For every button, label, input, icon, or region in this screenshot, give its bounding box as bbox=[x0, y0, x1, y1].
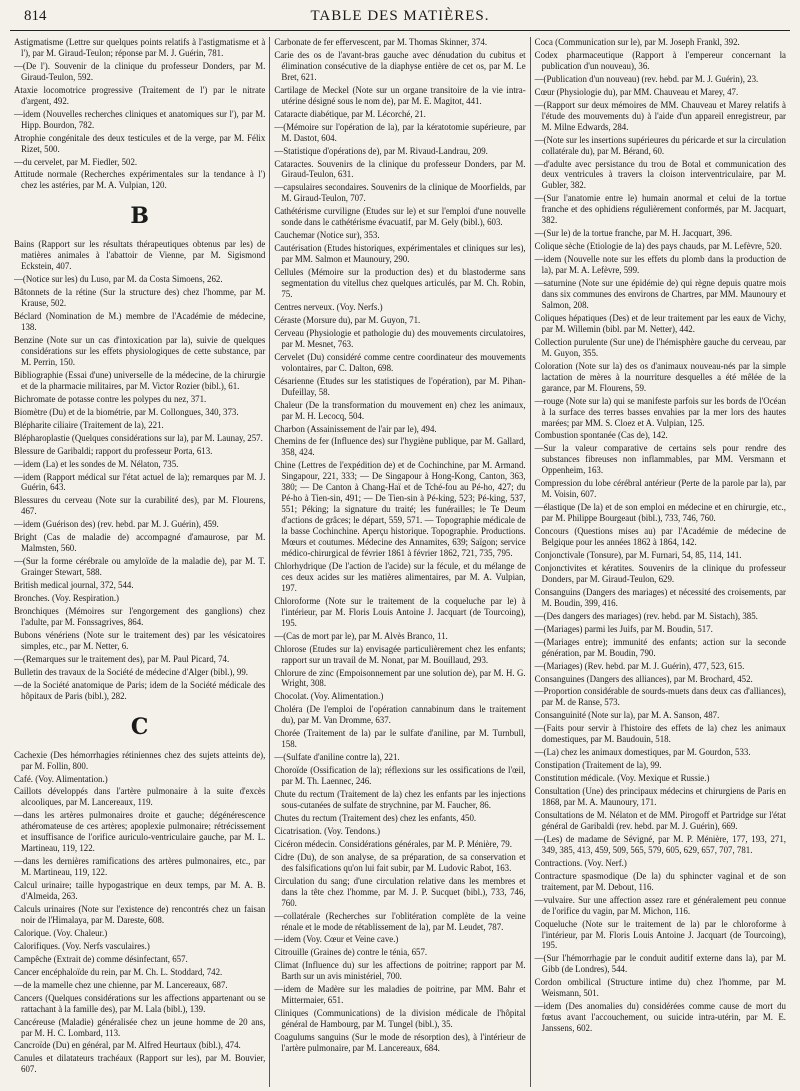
index-entry: Cartilage de Meckel (Note sur un organe transitoire de la vie intra-utérine désigné sous le nom de), par M. E. Magitot, 441. bbox=[274, 84, 526, 106]
section-b-entries bbox=[14, 239, 265, 701]
page-number: 814 bbox=[24, 8, 47, 24]
index-entry: —(Sur le) de la tortue franche, par M. H. Jacquart, 396. bbox=[534, 228, 733, 239]
index-entry: Contractions. (Voy. Nerf.) bbox=[534, 857, 627, 868]
index-entry: Bibliographie (Essai d'une) universelle de la médecine, de la chirurgie et de la pharmacie militaires, par M. Victor Rozier (bibl.), 61. bbox=[14, 369, 266, 391]
index-entry: Campêche (Extrait de) comme désinfectant, 657. bbox=[14, 953, 188, 964]
index-columns bbox=[10, 37, 790, 1087]
index-entry: Coagulums sanguins (Sur le mode de résorption des), à l'intérieur de l'artère pulmonaire, par M. Lancereaux, 684. bbox=[274, 1032, 526, 1054]
index-entry: Chlorure de zinc (Empoisonnement par une solution de), par M. H. G. Wright, 308. bbox=[274, 667, 526, 689]
index-entry: —(Note sur les insertions supérieures du péricarde et sur la circulation collatérale du), par M. Bérand, 60. bbox=[534, 134, 786, 156]
index-entry: Constitution médicale. (Voy. Mexique et Russie.) bbox=[534, 773, 710, 784]
index-entry: Chloroforme (Note sur le traitement de la coqueluche par le) à l'intérieur, par M. Floris Louis Antoine J. Jacquart (de Tourcoing), 195. bbox=[274, 595, 526, 628]
index-entry: —d'adulte avec persistance du trou de Botal et communication des deux ventricules à travers la cloison interventriculaire, par M. Gubler, 382. bbox=[534, 158, 786, 191]
index-entry: —(Sur la forme cérébrale ou amyloïde de la maladie de), par M. T. Grainger Stewart, 588. bbox=[14, 556, 266, 578]
index-entry: —idem (Voy. Cœur et Veine cave.) bbox=[274, 934, 399, 945]
section-a-entries bbox=[14, 37, 265, 191]
index-entry: Chine (Lettres de l'expédition de) et de Cochinchine, par M. Armand. Singapour, 221, 333; — De Singapour à Hong-Kong, Canton, 363, 380; — De Canton à Chang-Haï et de Tché-fou au Pé-ho, 427; du Pé-ho à Tien-sin, 491; — De Tien-sin à Pé-king, 523; Pé-king, 537, 551; Péking; la signature du traité; les funérailles; le Te Deum d'actions de grâces; le départ, 559, 571. — Topographie médicale de la basse Cochinchine. Aperçu historique. Topographie. Productions. Mœurs et coutumes. Médecine des Annamites, 639; Saïgon; service médico-chirurgical de février 1861 à février 1862, 721, 735, 795. bbox=[274, 460, 526, 558]
index-entry: —(Des dangers des mariages) (rev. hebd. par M. Sistach), 385. bbox=[534, 610, 758, 621]
index-entry: Cicéron médecin. Considérations générales, par M. P. Ménière, 79. bbox=[274, 838, 512, 849]
index-entry: Ataxie locomotrice progressive (Traitement de l') par le nitrate d'argent, 492. bbox=[14, 84, 266, 106]
index-column-3 bbox=[530, 37, 790, 1087]
index-entry: Cliniques (Communications) de la division médicale de l'hôpital général de Hambourg, par M. Tungel (bibl.), 35. bbox=[274, 1008, 526, 1030]
index-entry: Coliques hépatiques (Des) et de leur traitement par les eaux de Vichy, par M. Willemin (bibl. par M. Netter), 442. bbox=[534, 312, 786, 334]
index-entry: Bains (Rapport sur les résultats thérapeutiques obtenus par les) de matières animales à l'abattoir de Vienne, par M. Sigismond Eckstein, 407. bbox=[14, 239, 266, 272]
index-entry: Benzine (Note sur un cas d'intoxication par la), suivie de quelques considérations sur les effets physiologiques de cette substance, par M. Perrin, 150. bbox=[14, 335, 266, 367]
index-entry: —(Sulfate d'aniline contre la), 221. bbox=[274, 752, 400, 763]
index-entry: Cathétérisme curviligne (Etudes sur le) et sur l'emploi d'une nouvelle sonde dans le cathétérisme évacuatif, par M. Gely (bibl.), 603. bbox=[274, 206, 526, 228]
index-entry: Bâtonnets de la rétine (Sur la structure des) chez l'homme, par M. Krause, 502. bbox=[14, 287, 266, 309]
index-entry: Cancer encéphaloïde du rein, par M. Ch. L. Stoddard, 742. bbox=[14, 966, 223, 977]
index-entry: Cidre (Du), de son analyse, de sa préparation, de sa conservation et des falsifications qu'on lui fait subir, par M. Ludovic Rabot, 163. bbox=[274, 851, 526, 873]
index-entry: Carie des os de l'avant-bras gauche avec dénudation du cubitus et élimination consécutive de la diaphyse entière de cet os, par M. Le Bret, 621. bbox=[274, 49, 526, 82]
index-entry: Béclard (Nomination de M.) membre de l'Académie de médecine, 138. bbox=[14, 311, 266, 333]
index-entry: Citrouille (Graines de) contre le ténia, 657. bbox=[274, 947, 428, 958]
index-entry: —Sur la valeur comparative de certains sels pour rendre des substances fibreuses non inflammables, par MM. Versmann et Oppenheim, 163. bbox=[534, 443, 786, 476]
index-entry: Contracture spasmodique (De la) du sphincter vaginal et de son traitement, par M. Debout, 116. bbox=[534, 870, 786, 892]
index-entry: —Statistique d'opérations de), par M. Rivaud-Landrau, 209. bbox=[274, 145, 488, 156]
index-entry: Bronches. (Voy. Respiration.) bbox=[14, 593, 120, 604]
index-entry: —(Sur l'anatomie entre le) humain anormal et celui de la tortue franche et des ophidiens régulièrement conformés, par M. Jacquart, 382. bbox=[534, 193, 786, 226]
index-entry: Consanguinité (Note sur la), par M. A. Sanson, 487. bbox=[534, 710, 720, 721]
index-entry: Cataracte diabétique, par M. Lécorché, 21. bbox=[274, 108, 426, 119]
index-entry: Caillots développés dans l'artère pulmonaire à la suite d'excès alcooliques, par M. Lancereaux, 119. bbox=[14, 786, 266, 808]
index-entry: —de la Société anatomique de Paris; idem de la Société médicale des hôpitaux de Paris (bibl.), 282. bbox=[14, 679, 266, 701]
index-column-2 bbox=[269, 37, 529, 1087]
index-entry: Chlorose (Etudes sur la) envisagée particulièrement chez les enfants; rapport sur un travail de M. Nonat, par M. Bouillaud, 293. bbox=[274, 643, 526, 665]
index-entry: Compression du lobe cérébral antérieur (Perte de la parole par la), par M. Voisin, 607. bbox=[534, 478, 786, 500]
index-entry: Chutes du rectum (Traitement des) chez les enfants, 450. bbox=[274, 812, 477, 823]
index-entry: —(De l'). Souvenir de la clinique du professeur Donders, par M. Giraud-Teulon, 592. bbox=[14, 60, 266, 82]
index-entry: Blessure de Garibaldi; rapport du professeur Porta, 613. bbox=[14, 445, 213, 456]
index-entry: —(Notice sur les) du Luso, par M. da Costa Simoens, 262. bbox=[14, 274, 223, 285]
index-entry: Codex pharmaceutique (Rapport à l'empereur concernant la publication d'un nouveau), 36. bbox=[534, 49, 786, 71]
index-entry: Blépharite ciliaire (Traitement de la), 221. bbox=[14, 419, 164, 430]
index-entry: Conjonctivites et kératites. Souvenirs de la clinique du professeur Donders, par M. Giraud-Teulon, 629. bbox=[534, 562, 786, 584]
index-entry: Consanguines (Dangers des alliances), par M. Brochard, 452. bbox=[534, 673, 753, 684]
index-entry: Circulation du sang; d'une circulation relative dans les membres et dans la tête chez l'homme, par M. J. P. Sucquet (bibl.), 733, 746, 760. bbox=[274, 875, 526, 908]
index-entry: —(Publication d'un nouveau) (rev. hebd. par M. J. Guérin), 23. bbox=[534, 73, 759, 84]
index-entry: Astigmatisme (Lettre sur quelques points relatifs à l'astigmatisme et à l'), par M. Giraud-Teulon; réponse par M. J. Guérin, 781. bbox=[14, 37, 266, 58]
index-entry: —(Sur l'hémorrhagie par le conduit auditif externe dans la), par M. Gibb (de Londres), 544. bbox=[534, 953, 786, 975]
index-entry: Consultations de M. Nélaton et de MM. Pirogoff et Partridge sur l'état général de Garibaldi (rev. hebd. par M. J. Guérin), 669. bbox=[534, 810, 786, 831]
index-entry: Calcul urinaire; taille hypogastrique en deux temps, par M. A. B. d'Almeida, 263. bbox=[14, 880, 266, 902]
index-entry: Bronchiques (Mémoires sur l'engorgement des ganglions) chez l'adulte, par M. Fonssagrives, 864. bbox=[14, 605, 266, 627]
index-entry: Coca (Communication sur le), par M. Joseph Frankl, 392. bbox=[534, 37, 740, 47]
index-entry: —(Les) de madame de Sévigné, par M. P. Ménière, 177, 193, 271, 349, 385, 413, 459, 509, 565, 579, 605, 629, 657, 707, 781. bbox=[534, 833, 786, 855]
section-letter-b: B bbox=[130, 203, 149, 230]
index-entry: Carbonate de fer effervescent, par M. Thomas Skinner, 374. bbox=[274, 37, 488, 47]
index-entry: —capsulaires secondaires. Souvenirs de la clinique de Moorfields, par M. Giraud-Teulon, 707. bbox=[274, 182, 526, 204]
index-entry: Calorifiques. (Voy. Nerfs vasculaires.) bbox=[14, 940, 150, 951]
index-entry: Atrophie congénitale des deux testicules et de la verge, par M. Félix Rizet, 500. bbox=[14, 132, 266, 154]
index-entry: —idem (Rapport médical sur l'état actuel de la); remarques par M. J. Guérin, 643. bbox=[14, 471, 266, 493]
index-entry: Blépharoplastie (Quelques considérations sur la), par M. Launay, 257. bbox=[14, 432, 263, 443]
index-entry: Consanguins (Dangers des mariages) et nécessité des croisements, par M. Boudin, 399, 416. bbox=[534, 586, 786, 608]
index-entry: Blessures du cerveau (Note sur la curabilité des), par M. Flourens, 467. bbox=[14, 495, 266, 517]
index-entry: Collection purulente (Sur une) de l'hémisphère gauche du cerveau, par M. Guyon, 355. bbox=[534, 336, 786, 358]
index-entry: —rouge (Note sur la) qui se manifeste parfois sur les bords de l'Océan à la surface des terres basses envahies par la mer lors des hautes marées; par MM. S. Cloez et A. Vulpian, 125. bbox=[534, 395, 786, 428]
index-entry: Chocolat. (Voy. Alimentation.) bbox=[274, 691, 384, 702]
index-entry: —collatérale (Recherches sur l'oblitération complète de la veine rénale et le mode de rétablissement de la), par M. Leudet, 787. bbox=[274, 910, 526, 932]
index-entry: Cordon ombilical (Structure intime du) chez l'homme, par M. Weismann, 501. bbox=[534, 977, 786, 999]
index-entry: Calorique. (Voy. Chaleur.) bbox=[14, 927, 108, 938]
index-entry: —Proportion considérable de sourds-muets dans deux cas d'alliances), par M. de Ranse, 573. bbox=[534, 686, 786, 708]
index-entry: Bubons vénériens (Note sur le traitement des) par les vésicatoires simples, etc., par M. Netter, 6. bbox=[14, 629, 266, 651]
index-entry: Chlorhydrique (De l'action de l'acide) sur la fécule, et du mélange de ces deux acides sur les matières alimentaires, par M. A. Vulpian, 197. bbox=[274, 560, 526, 593]
index-entry: Chute du rectum (Traitement de la) chez les enfants par les injections sous-cutanées de sulfate de strychnine, par M. Faucher, 86. bbox=[274, 789, 526, 810]
index-entry: Cerveau (Physiologie et pathologie du) des mouvements circulatoires, par M. Mesnet, 763. bbox=[274, 327, 526, 349]
index-entry: Cancroïde (Du) en général, par M. Alfred Heurtaux (bibl.), 474. bbox=[14, 1040, 241, 1051]
index-entry: —saturnine (Note sur une épidémie de) qui règne depuis quatre mois dans six communes des environs de Chartres, par MM. Maunoury et Salmon, 208. bbox=[534, 278, 786, 310]
index-entry: Climat (Influence du) sur les affections de poitrine; rapport par M. Barth sur un avis ministériel, 700. bbox=[274, 960, 526, 982]
index-entry: Choléra (De l'emploi de l'opération cannabinum dans le traitement du), par M. Van Dromme, 637. bbox=[274, 704, 526, 726]
index-entry: Colique sèche (Etiologie de la) des pays chauds, par M. Lefèvre, 520. bbox=[534, 241, 782, 252]
index-entry: Cœur (Physiologie du), par MM. Chauveau et Marey, 47. bbox=[534, 86, 739, 97]
running-title: TABLE DES MATIÈRES. bbox=[310, 8, 490, 24]
index-entry: —dans les dernières ramifications des artères pulmonaires, etc., par M. Martineau, 119, 122. bbox=[14, 856, 266, 878]
index-entry: Chorée (Traitement de la) par le sulfate d'aniline, par M. Turnbull, 158. bbox=[274, 728, 526, 750]
index-entry: —élastique (De la) et de son emploi en médecine et en chirurgie, etc., par M. Philippe Bourgeaut (bibl.), 733, 746, 760. bbox=[534, 502, 786, 524]
index-entry: Attitude normale (Recherches expérimentales sur la tendance à l') chez les astéries, par M. A. Vulpian, 120. bbox=[14, 169, 266, 191]
index-entry: Coqueluche (Note sur le traitement de la) par le chloroforme à l'intérieur, par M. Floris Louis Antoine J. Jacquart (de Tourcoing), 195. bbox=[534, 918, 786, 951]
index-entry: Canules et dilatateurs trachéaux (Rapport sur les), par M. Bouvier, 607. bbox=[14, 1053, 266, 1075]
index-entry: Cancéreuse (Maladie) généralisée chez un jeune homme de 20 ans, par M. H. C. Lombard, 113. bbox=[14, 1016, 266, 1038]
section-c-entries bbox=[14, 750, 265, 1076]
index-entry: Bulletin des travaux de la Société de médecine d'Alger (bibl.), 99. bbox=[14, 666, 249, 677]
index-entry: Choroïde (Ossification de la); réflexions sur les ossifications de l'œil, par M. Th. Laennec, 246. bbox=[274, 765, 526, 787]
index-entry: Bright (Cas de maladie de) accompagné d'amaurose, par M. Malmsten, 560. bbox=[14, 532, 266, 554]
index-entry: Combustion spontanée (Cas de), 142. bbox=[534, 430, 668, 441]
index-entry: Conjonctivale (Tonsure), par M. Furnari, 54, 85, 114, 141. bbox=[534, 549, 742, 560]
index-entry: —idem (Des anomalies du) considérées comme cause de mort du fœtus avant l'accouchement, ou suicide intra-utérin, par M. E. Janssens, 602. bbox=[534, 1001, 786, 1034]
index-entry: —idem (Nouvelles recherches cliniques et anatomiques sur l'), par M. Hipp. Bourdon, 782. bbox=[14, 108, 266, 130]
index-entry: —(La) chez les animaux domestiques, par M. Gourdon, 533. bbox=[534, 747, 751, 758]
index-entry: —(Mémoire sur l'opération de la), par la kératotomie supérieure, par M. Dastot, 604. bbox=[274, 121, 526, 143]
index-entry: —(Remarques sur le traitement des), par M. Paul Picard, 74. bbox=[14, 653, 230, 664]
index-entry: —idem (Nouvelle note sur les effets du plomb dans la production de la), par M. A. Lefèvre, 599. bbox=[534, 254, 786, 276]
index-entry: Chemins de fer (Influence des) sur l'hygiène publique, par M. Gallard, 358, 424. bbox=[274, 436, 526, 458]
section-letter-c: C bbox=[130, 713, 149, 740]
index-entry: —du cervelet, par M. Fiedler, 502. bbox=[14, 156, 138, 167]
index-entry: Café. (Voy. Alimentation.) bbox=[14, 773, 108, 784]
index-entry: Cataractes. Souvenirs de la clinique du professeur Donders, par M. Giraud-Teulon, 631. bbox=[274, 158, 526, 180]
index-entry: —(Mariages) (Rev. hebd. par M. J. Guérin), 477, 523, 615. bbox=[534, 660, 745, 671]
index-entry: Bichromate de potasse contre les polypes du nez, 371. bbox=[14, 393, 207, 404]
index-entry: —(Mariages) parmi les Juifs, par M. Boudin, 517. bbox=[534, 623, 713, 634]
index-entry: Calculs urinaires (Note sur l'existence de) rencontrés chez un faisan noir de l'Himalaya, par M. Dareste, 608. bbox=[14, 904, 266, 925]
index-entry: Biomètre (Du) et de la biométrie, par M. Collongues, 340, 373. bbox=[14, 406, 239, 417]
index-column-1 bbox=[10, 37, 269, 1087]
index-entry: Charbon (Assainissement de l'air par le), 494. bbox=[274, 423, 437, 434]
index-entry: Consultation (Une) des principaux médecins et chirurgiens de Paris en 1868, par M. A. Maunoury, 171. bbox=[534, 786, 786, 808]
index-entry: Chaleur (De la transformation du mouvement en) chez les animaux, par M. H. Lecocq, 504. bbox=[274, 399, 526, 421]
index-entry: Cautérisation (Etudes historiques, expérimentales et cliniques sur les), par MM. Salmon et Maunoury, 290. bbox=[274, 243, 526, 265]
index-entry: Cellules (Mémoire sur la production des) et du blastoderme sans segmentation du vitellus chez quelques articulés, par M. Ch. Robin, 75. bbox=[274, 267, 526, 300]
index-entry: Césarienne (Etudes sur les statistiques de l'opération), par M. Pihan-Dufeillay, 58. bbox=[274, 375, 526, 397]
page-header bbox=[10, 6, 790, 31]
index-entry: Concours (Questions mises au) par l'Académie de médecine de Belgique pour les années 1862 à 1864, 142. bbox=[534, 526, 786, 548]
index-entry: —idem (Guérison des) (rev. hebd. par M. J. Guérin), 459. bbox=[14, 519, 219, 530]
index-entry: —dans les artères pulmonaires droite et gauche; dégénérescence athéromateuse de ces artères; apoplexie pulmonaire; rétrécissement et insuffisance de l'orifice auriculo-ventriculaire gauche, par M. L. Martineau, 119, 122. bbox=[14, 810, 266, 854]
index-entry: —(Faits pour servir à l'histoire des effets de la) chez les animaux domestiques, par M. Baudouin, 518. bbox=[534, 723, 786, 745]
index-entry: —de la mamelle chez une chienne, par M. Lancereaux, 687. bbox=[14, 979, 228, 990]
index-entry: Cicatrisation. (Voy. Tendons.) bbox=[274, 825, 381, 836]
index-entry: Cachexie (Des hémorrhagies rétiniennes chez des sujets atteints de), par M. Follin, 800. bbox=[14, 749, 266, 771]
index-entry: Constipation (Traitement de la), 99. bbox=[534, 760, 662, 771]
index-entry: —(Cas de mort par le), par M. Alvès Branco, 11. bbox=[274, 630, 448, 641]
index-entry: Coloration (Note sur la) des os d'animaux nouveau-nés par la simple lactation de mères à la nourriture desquelles a été mêlée de la garance, par M. Flourens, 59. bbox=[534, 360, 786, 393]
index-entry: Cervelet (Du) considéré comme centre coordinateur des mouvements volontaires, par C. Dalton, 698. bbox=[274, 351, 526, 373]
index-entry: Cancers (Quelques considérations sur les affections appartenant ou se rattachant à la famille des), par M. Lala (bibl.), 139. bbox=[14, 992, 266, 1014]
index-entry: —idem de Madère sur les maladies de poitrine, par MM. Bahr et Mittermaier, 651. bbox=[274, 984, 526, 1006]
index-entry: British medical journal, 372, 544. bbox=[14, 580, 134, 591]
index-entry: Centres nerveux. (Voy. Nerfs.) bbox=[274, 301, 383, 312]
index-entry: —vulvaire. Sur une affection assez rare et généralement peu connue de l'orifice du vagin, par M. Michon, 116. bbox=[534, 894, 786, 916]
index-entry: —(Mariages entre); immunité des enfants; action sur la seconde génération, par M. Boudin, 790. bbox=[534, 636, 786, 658]
index-entry: Céraste (Morsure du), par M. Guyon, 71. bbox=[274, 314, 421, 325]
index-entry: Cauchemar (Notice sur), 353. bbox=[274, 230, 380, 241]
index-entry: —(Rapport sur deux mémoires de MM. Chauveau et Marey relatifs à l'étude des mouvements du) à l'aide d'un appareil enregistreur, par M. Milne Edwards, 284. bbox=[534, 99, 786, 132]
index-entry: —idem (La) et les sondes de M. Nélaton, 735. bbox=[14, 458, 179, 469]
